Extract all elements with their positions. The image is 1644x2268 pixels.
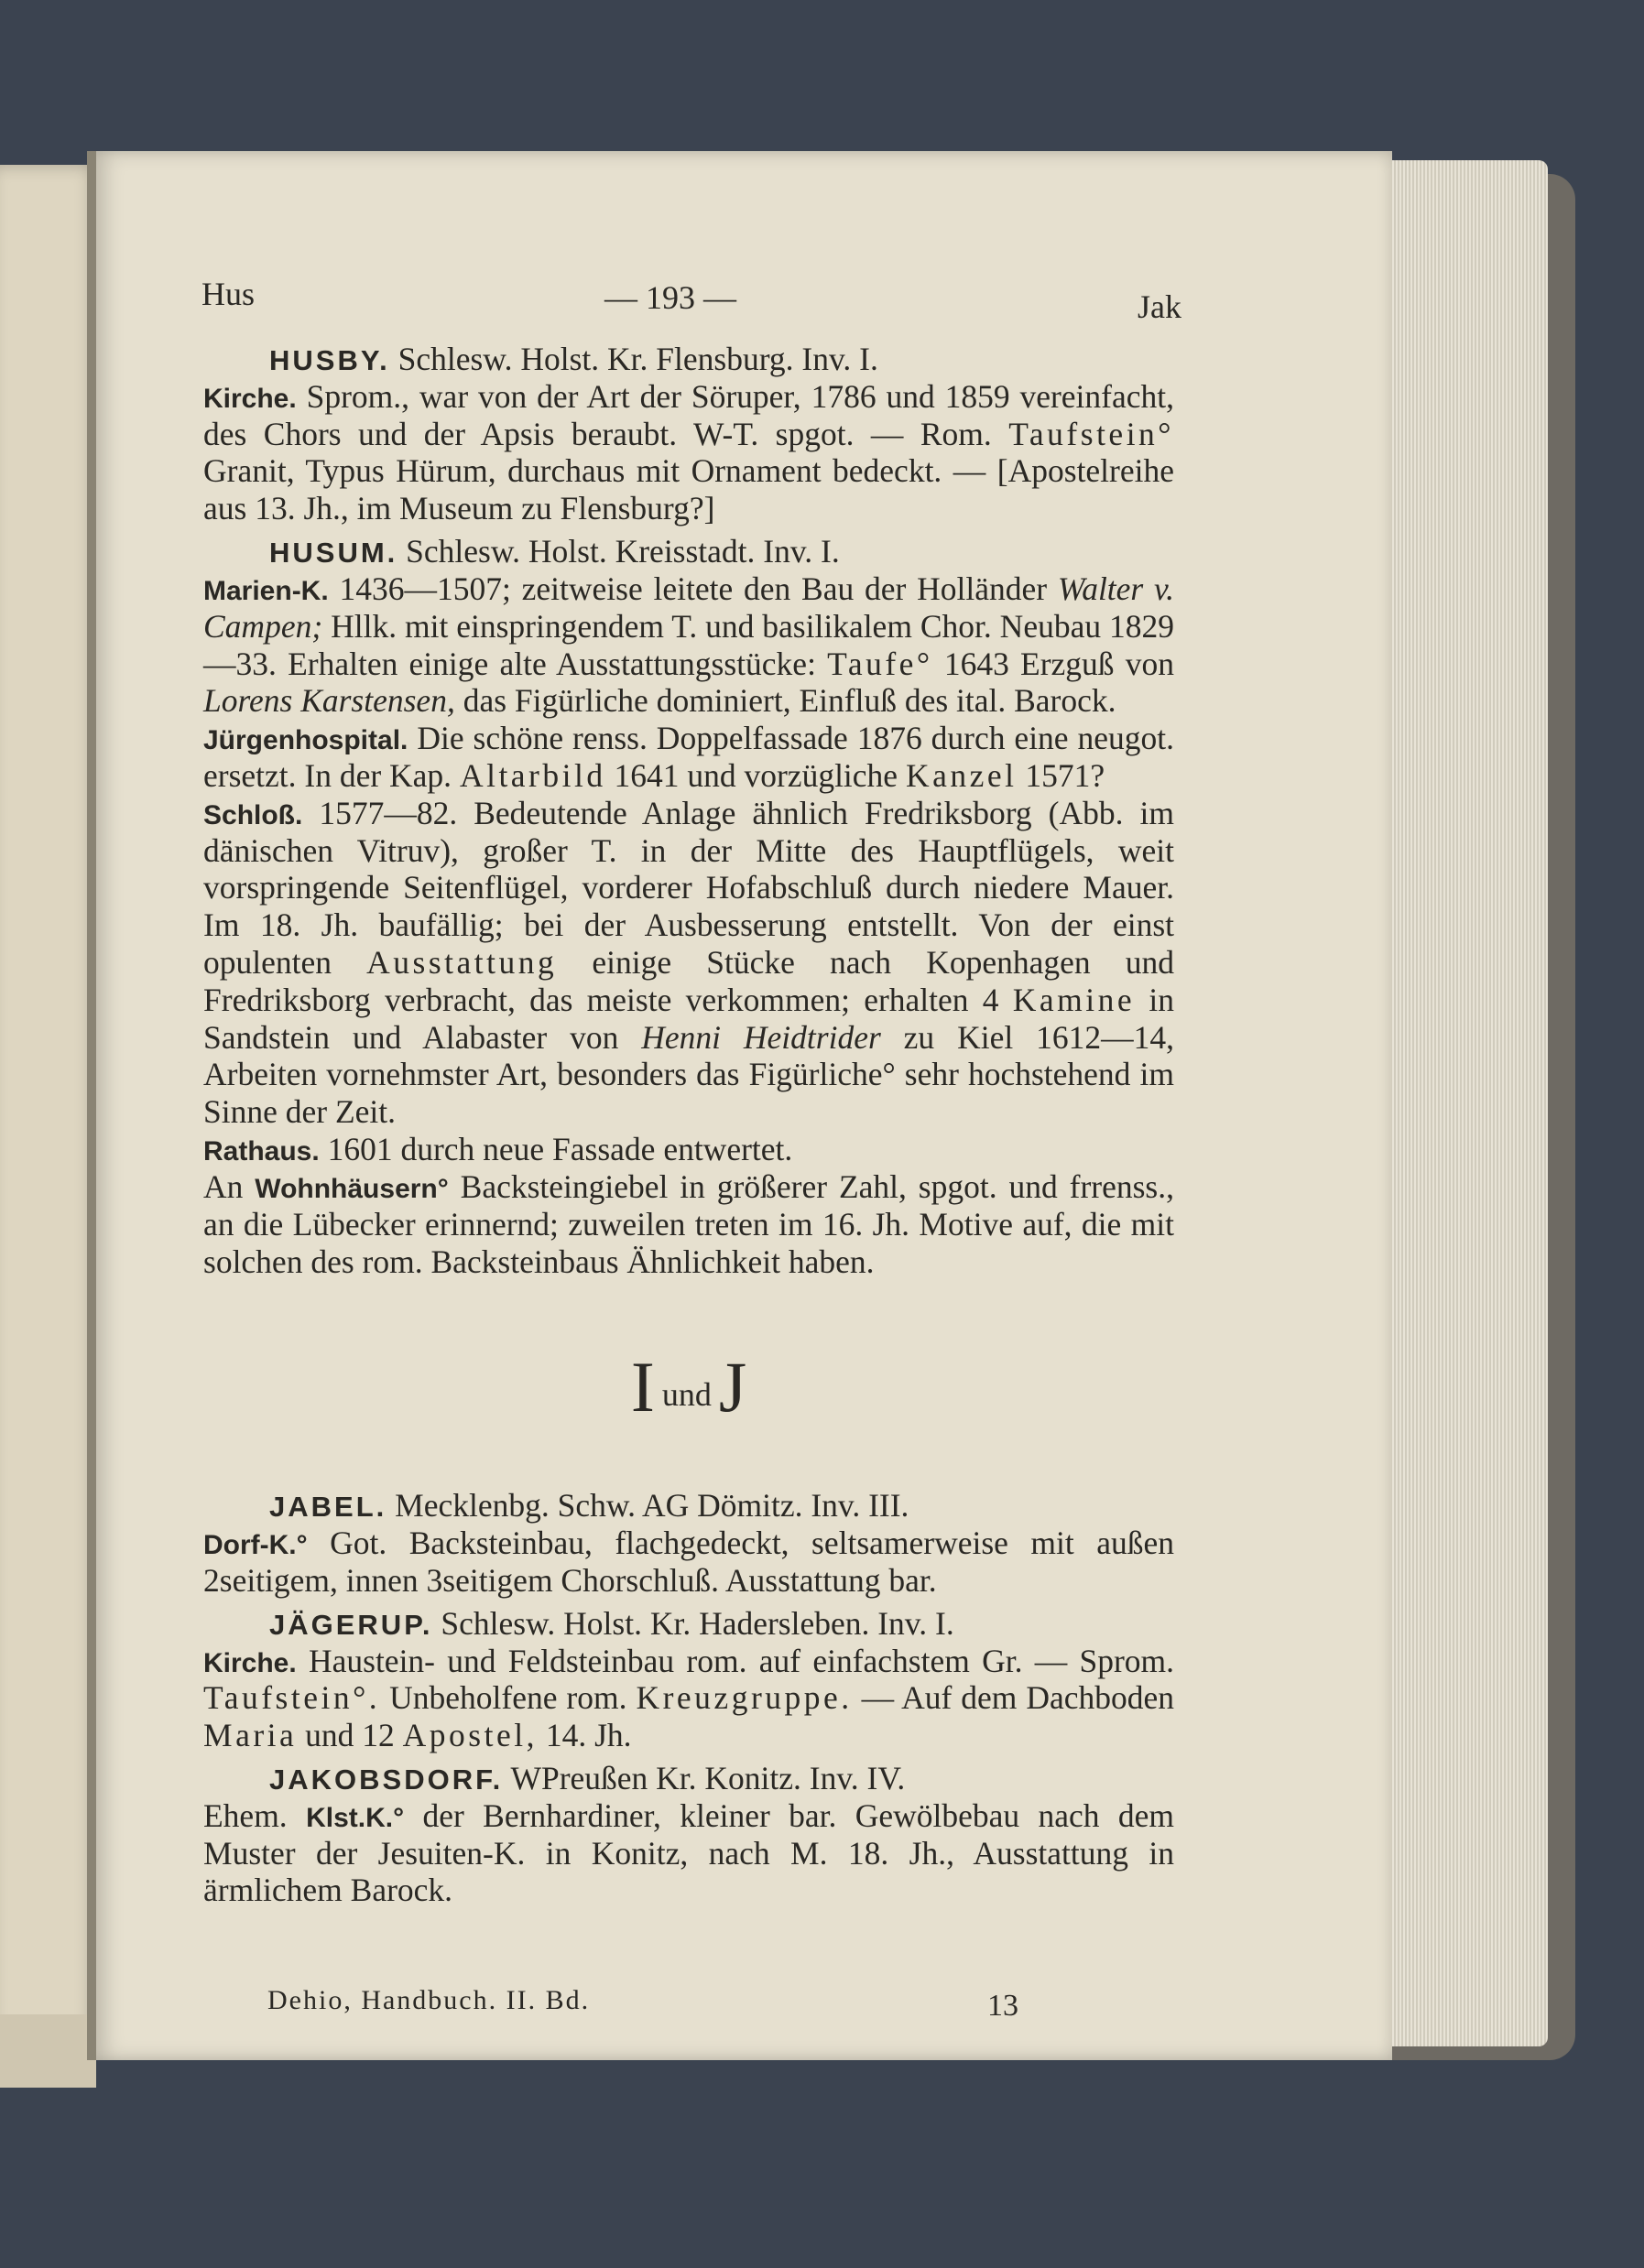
- header-left: Hus: [201, 276, 256, 312]
- book-gutter: [87, 151, 96, 2060]
- left-page-edge: [0, 2014, 96, 2088]
- spaced-term: Kanzel: [905, 756, 1018, 794]
- page-content: [203, 341, 1174, 1909]
- page-footer: [267, 1985, 1018, 2031]
- entry-text: 1601 durch neue Fassade entwertet.: [327, 1131, 793, 1168]
- place-meta: Schlesw. Holst. Kr. Flensburg. Inv. I.: [397, 341, 878, 377]
- place-meta: Schlesw. Holst. Kreisstadt. Inv. I.: [406, 533, 840, 570]
- place-name: JABEL.: [269, 1491, 387, 1524]
- place-name: JÄGERUP.: [269, 1608, 433, 1641]
- keyword: Wohnhäusern°: [255, 1173, 449, 1204]
- place-name: HUSBY.: [269, 344, 390, 376]
- entry-text: 14. Jh.: [545, 1717, 632, 1754]
- keyword: Jürgenhospital.: [203, 725, 408, 756]
- entry-text: Got. Backsteinbau, flachgedeckt, seltsamerweise mit außen 2seitigem, innen 3seitigem Chorschluß. Ausstattung bar.: [203, 1525, 1174, 1599]
- entry-text: zu Kiel 1612—14, Arbeiten vornehmster Art, besonders das Figürliche° sehr hochstehend im Sinne der Zeit.: [203, 1018, 1174, 1131]
- entry-text: Granit, Typus Hürum, durchaus mit Ornament bedeckt. — [Apostelreihe aus 13. Jh., im Museum zu Flensburg?]: [203, 452, 1174, 527]
- entry-text: das Figürliche dominiert, Einfluß des ital. Barock.: [463, 682, 1116, 720]
- entry-text: Hllk. mit einspringendem T. und basilikalem Chor. Neubau 1829—33. Erhalten einige alte Ausstattungsstücke:: [203, 607, 1174, 682]
- place-name: JAKOBSDORF.: [269, 1763, 504, 1796]
- entry-text: 1577—82. Bedeutende Anlage ähnlich Fredriksborg (Abb. im dänischen Vitruv), großer T. in der Mitte des Hauptflügels, weit vorspringende Seitenflügel, vorderer Hofabschluß durch niedere Mauer. Im 18. Jh. baufällig; bei der Ausbesserung entstellt. Von der einst opulenten: [203, 794, 1174, 981]
- entry-text: Unbeholfene rom.: [389, 1679, 627, 1717]
- entry-text: Haustein- und Feldsteinbau rom. auf einfachstem Gr. — Sprom.: [308, 1642, 1175, 1679]
- keyword: Kirche.: [203, 383, 297, 414]
- place-meta: WPreußen Kr. Konitz. Inv. IV.: [510, 1760, 906, 1796]
- keyword: Schloß.: [203, 799, 303, 830]
- keyword: Kirche.: [203, 1647, 297, 1678]
- entry-text: der Bernhardiner, kleiner bar. Gewölbebau nach dem Muster der Jesuiten-K. in Konitz, nach M. 18. Jh., Ausstattung in ärmlichem Barock.: [203, 1796, 1175, 1909]
- keyword: Marien-K.: [203, 575, 329, 606]
- spaced-term: Taufe°: [827, 645, 933, 682]
- entry-husum: [203, 533, 1174, 1280]
- entry-jabel: [203, 1487, 1174, 1599]
- entry-text: und 12: [305, 1717, 395, 1754]
- place-name: HUSUM.: [269, 537, 398, 570]
- spaced-term: Altarbild: [459, 756, 606, 794]
- entry-text: Backsteingiebel in größerer Zahl, spgot. und frrenss., an die Lübecker erinnernd; zuweilen treten im 16. Jh. Motive auf, die mit solchen des rom. Backsteinbaus Ähnlichkeit haben.: [203, 1167, 1174, 1280]
- entry-text: Sprom., war von der Art der Söruper, 1786 und 1859 vereinfacht, des Chors und der Apsis beraubt. W-T. spgot. — Rom.: [203, 377, 1174, 452]
- signature-number: 13: [987, 1989, 1018, 2023]
- spaced-term: Maria: [203, 1717, 298, 1754]
- header-right: Jak: [1138, 288, 1181, 325]
- section-letter-j: J: [718, 1347, 747, 1427]
- spaced-term: Kreuzgruppe.: [636, 1679, 853, 1717]
- entry-text: einige Stücke nach Kopenhagen und Fredriksborg verbracht, das meiste verkommen; erhalten 4: [203, 944, 1174, 1018]
- section-heading: [203, 1347, 1174, 1427]
- entry-text: in Sandstein und Alabaster von: [203, 981, 1175, 1056]
- spaced-term: Taufstein°: [1008, 415, 1174, 452]
- signature-mark: Dehio, Handbuch. II. Bd.: [267, 1985, 591, 2015]
- place-meta: Mecklenbg. Schw. AG Dömitz. Inv. III.: [395, 1487, 909, 1525]
- entry-text: Die schöne renss. Doppelfassade 1876 durch eine neugot. ersetzt. In der Kap.: [203, 720, 1174, 794]
- entry-text: 1641 und vorzügliche: [614, 756, 898, 794]
- artist-name: Walter v. Campen;: [203, 570, 1175, 645]
- spaced-term: Kamine: [1012, 981, 1136, 1018]
- keyword: Rathaus.: [203, 1136, 320, 1167]
- entry-text: An: [203, 1167, 244, 1205]
- entry-text: 1571?: [1025, 756, 1105, 794]
- keyword: Klst.K.°: [306, 1802, 405, 1833]
- keyword: Dorf-K.°: [203, 1530, 308, 1561]
- spaced-term: Ausstattung: [366, 944, 558, 981]
- section-und: und: [661, 1376, 712, 1414]
- left-page: [0, 165, 101, 2042]
- entry-text: 1436—1507; zeitweise leitete den Bau der Holländer: [339, 570, 1048, 607]
- section-letter-i: I: [630, 1347, 655, 1427]
- entry-husby: [203, 341, 1174, 527]
- entry-text: — Auf dem Dachboden: [861, 1679, 1175, 1717]
- page-number-header: — 193 —: [604, 279, 736, 316]
- entry-text: Ehem.: [203, 1796, 288, 1834]
- entry-text: 1643 Erzguß von: [943, 645, 1175, 682]
- running-header: [201, 275, 1181, 330]
- artist-name: Lorens Karstensen,: [203, 682, 455, 720]
- spaced-term: Apostel,: [402, 1717, 538, 1754]
- spaced-term: Taufstein°.: [203, 1679, 381, 1717]
- artist-name: Henni Heidtrider: [641, 1018, 881, 1056]
- entry-jakobsdorf: [203, 1760, 1174, 1909]
- place-meta: Schlesw. Holst. Kr. Hadersleben. Inv. I.: [441, 1604, 954, 1642]
- entry-jaegerup: [203, 1605, 1174, 1754]
